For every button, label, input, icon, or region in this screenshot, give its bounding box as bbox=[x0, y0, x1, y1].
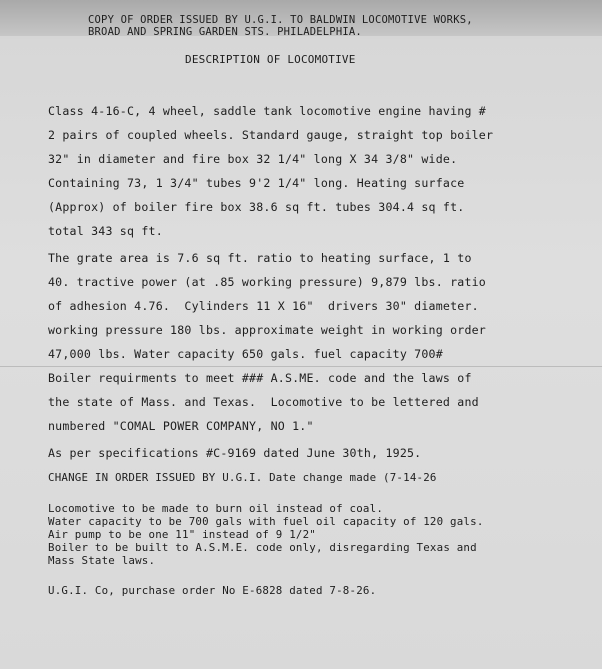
body-line: 47,000 lbs. Water capacity 650 gals. fuel capacity 700# bbox=[48, 347, 443, 361]
change-line: Mass State laws. bbox=[48, 554, 156, 567]
body-line: total 343 sq ft. bbox=[48, 224, 163, 238]
body-line: As per specifications #C-9169 dated June 30th, 1925. bbox=[48, 446, 422, 460]
body-line: Boiler requirments to meet ### A.S.ME. code and the laws of bbox=[48, 371, 472, 385]
body-line: 40. tractive power (at .85 working pressure) 9,879 lbs. ratio bbox=[48, 275, 486, 289]
document-title: DESCRIPTION OF LOCOMOTIVE bbox=[185, 53, 356, 66]
body-line: 2 pairs of coupled wheels. Standard gauge, straight top boiler bbox=[48, 128, 494, 142]
body-line: The grate area is 7.6 sq ft. ratio to heating surface, 1 to bbox=[48, 251, 472, 265]
body-line: working pressure 180 lbs. approximate weight in working order bbox=[48, 323, 486, 337]
body-line: the state of Mass. and Texas. Locomotive to be lettered and bbox=[48, 395, 479, 409]
change-line: Water capacity to be 700 gals with fuel oil capacity of 120 gals. bbox=[48, 515, 484, 528]
change-order-header: CHANGE IN ORDER ISSUED BY U.G.I. Date change made (7-14-26 bbox=[48, 471, 437, 484]
paper-fold-line bbox=[0, 366, 602, 367]
change-line: Locomotive to be made to burn oil instead of coal. bbox=[48, 502, 384, 515]
purchase-order-line: U.G.I. Co, purchase order No E-6828 dated 7-8-26. bbox=[48, 584, 377, 597]
change-line: Boiler to be built to A.S.M.E. code only, disregarding Texas and bbox=[48, 541, 477, 554]
header-line-1: COPY OF ORDER ISSUED BY U.G.I. TO BALDWIN LOCOMOTIVE WORKS, bbox=[88, 14, 473, 26]
body-line: 32" in diameter and fire box 32 1/4" long X 34 3/8" wide. bbox=[48, 152, 458, 166]
change-line: Air pump to be one 11" instead of 9 1/2" bbox=[48, 528, 317, 541]
header-line-2: BROAD AND SPRING GARDEN STS. PHILADELPHIA. bbox=[88, 26, 362, 38]
body-line: Containing 73, 1 3/4" tubes 9'2 1/4" long. Heating surface bbox=[48, 176, 465, 190]
body-line: (Approx) of boiler fire box 38.6 sq ft. tubes 304.4 sq ft. bbox=[48, 200, 465, 214]
body-line: of adhesion 4.76. Cylinders 11 X 16" drivers 30" diameter. bbox=[48, 299, 479, 313]
body-line: Class 4-16-C, 4 wheel, saddle tank locomotive engine having # bbox=[48, 104, 486, 118]
body-line: numbered "COMAL POWER COMPANY, NO 1." bbox=[48, 419, 314, 433]
